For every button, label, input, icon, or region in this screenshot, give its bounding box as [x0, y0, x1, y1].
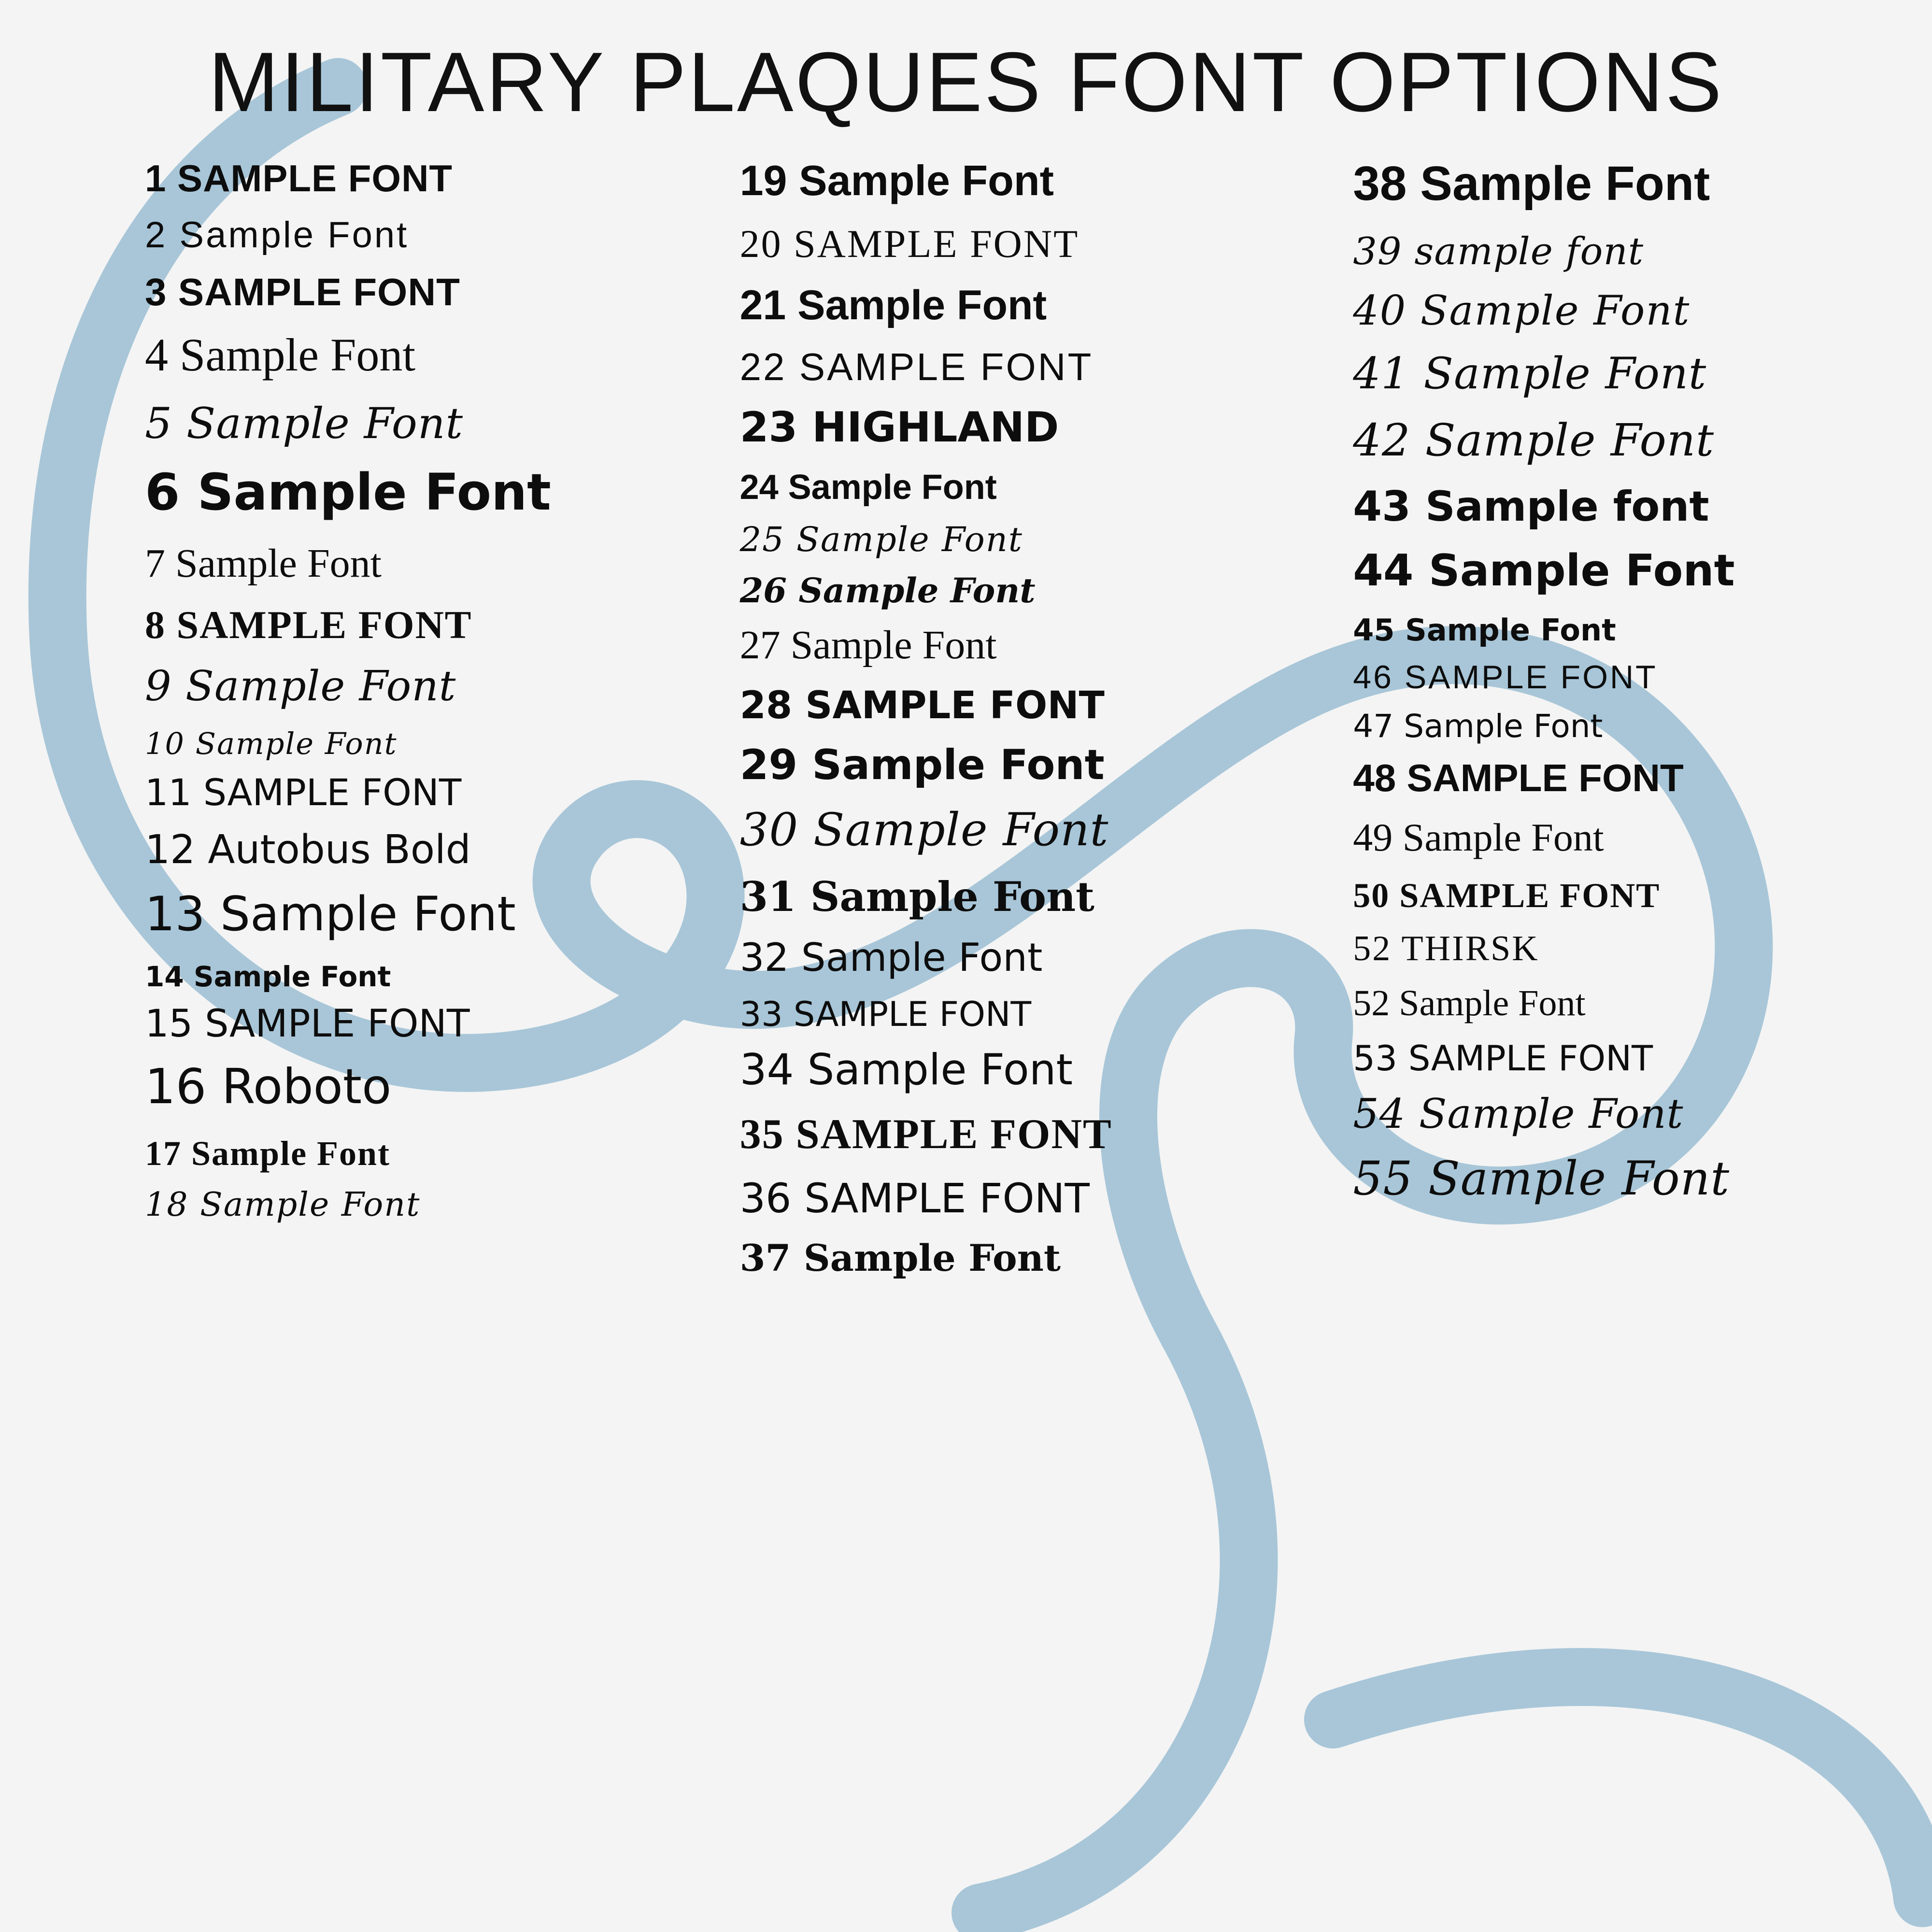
font-sample-8: 8 SAMPLE FONT: [145, 603, 472, 647]
font-sample-44: 44 Sample Font: [1353, 545, 1735, 596]
font-sample-14: 14 Sample Font: [145, 960, 391, 993]
font-sample-40: 40 Sample Font: [1353, 287, 1690, 334]
font-sample-2: 2 Sample Font: [145, 214, 409, 256]
font-sample-1: 1 SAMPLE FONT: [145, 157, 453, 199]
font-sample-54: 54 Sample Font: [1353, 1090, 1684, 1137]
font-sample-46: 46 SAMPLE FONT: [1353, 659, 1658, 696]
font-sample-47: 47 Sample Font: [1353, 708, 1603, 745]
font-sample-48: 48 SAMPLE FONT: [1353, 756, 1684, 799]
font-sample-20: 20 SAMPLE FONT: [739, 222, 1080, 266]
font-sample-26: 26 Sample Font: [739, 570, 1036, 611]
font-sample-35: 35 SAMPLE FONT: [739, 1111, 1112, 1158]
font-sample-49: 49 Sample Font: [1353, 815, 1604, 859]
column-1: [0, 159, 663, 1238]
font-sample-34: 34 Sample Font: [739, 1045, 1073, 1094]
font-sample-19: 19 Sample Font: [739, 156, 1054, 204]
font-sample-53: 53 SAMPLE FONT: [1353, 1038, 1653, 1079]
font-sample-4: 4 Sample Font: [145, 329, 416, 381]
page-title: MILITARY PLAQUES FONT OPTIONS: [208, 35, 1724, 129]
font-sample-22: 22 SAMPLE FONT: [739, 345, 1094, 388]
font-sample-10: 10 Sample Font: [145, 726, 398, 761]
font-sample-18: 18 Sample Font: [145, 1186, 421, 1224]
font-sample-52: 52 THIRSK: [1353, 929, 1539, 968]
font-sample-11: 11 SAMPLE FONT: [145, 771, 462, 814]
font-sample-13: 13 Sample Font: [145, 887, 516, 942]
font-sample-27: 27 Sample Font: [739, 623, 997, 668]
font-sample-37: 37 Sample Font: [739, 1236, 1061, 1279]
font-sample-12: 12 Autobus Bold: [145, 827, 471, 873]
font-sample-36: 36 SAMPLE FONT: [739, 1175, 1090, 1222]
font-sample-28: 28 SAMPLE FONT: [739, 684, 1105, 727]
font-sample-25: 25 Sample Font: [739, 520, 1023, 559]
column-3: [1266, 156, 1932, 1226]
font-sample-7: 7 Sample Font: [145, 541, 382, 586]
font-sample-55: 55 Sample Font: [1353, 1151, 1730, 1206]
font-sample-23: 23 HIGHLAND: [739, 403, 1059, 452]
font-sample-42: 42 Sample Font: [1353, 414, 1715, 466]
font-sample-21: 21 Sample Font: [739, 282, 1047, 328]
font-sample-41: 41 Sample Font: [1353, 348, 1707, 399]
font-sample-5: 5 Sample Font: [145, 398, 463, 448]
font-sample-43: 43 Sample font: [1353, 483, 1709, 531]
font-sample-45: 45 Sample Font: [1353, 612, 1616, 648]
font-sample-50: 50 SAMPLE FONT: [1353, 876, 1661, 915]
font-sample-52b: 52 Sample Font: [1353, 983, 1586, 1023]
font-sample-31: 31 Sample Font: [739, 873, 1094, 921]
font-sample-3: 3 SAMPLE FONT: [145, 270, 461, 313]
font-sample-24: 24 Sample Font: [739, 468, 997, 507]
font-sample-15: 15 SAMPLE FONT: [145, 1002, 470, 1046]
font-sample-39: 39 sample font: [1353, 230, 1644, 273]
font-sample-32: 32 Sample Font: [739, 935, 1043, 980]
column-2: [663, 156, 1266, 1296]
font-sample-29: 29 Sample Font: [739, 741, 1105, 789]
font-sample-30: 30 Sample Font: [739, 804, 1109, 856]
font-sample-38: 38 Sample Font: [1353, 156, 1710, 211]
font-sample-33: 33 SAMPLE FONT: [739, 994, 1032, 1034]
font-columns: [0, 156, 1932, 1296]
font-sample-17: 17 Sample Font: [145, 1134, 391, 1173]
font-sample-6: 6 Sample Font: [145, 463, 551, 522]
font-sample-9: 9 Sample Font: [145, 662, 456, 710]
font-sample-16: 16 Roboto: [145, 1058, 392, 1115]
